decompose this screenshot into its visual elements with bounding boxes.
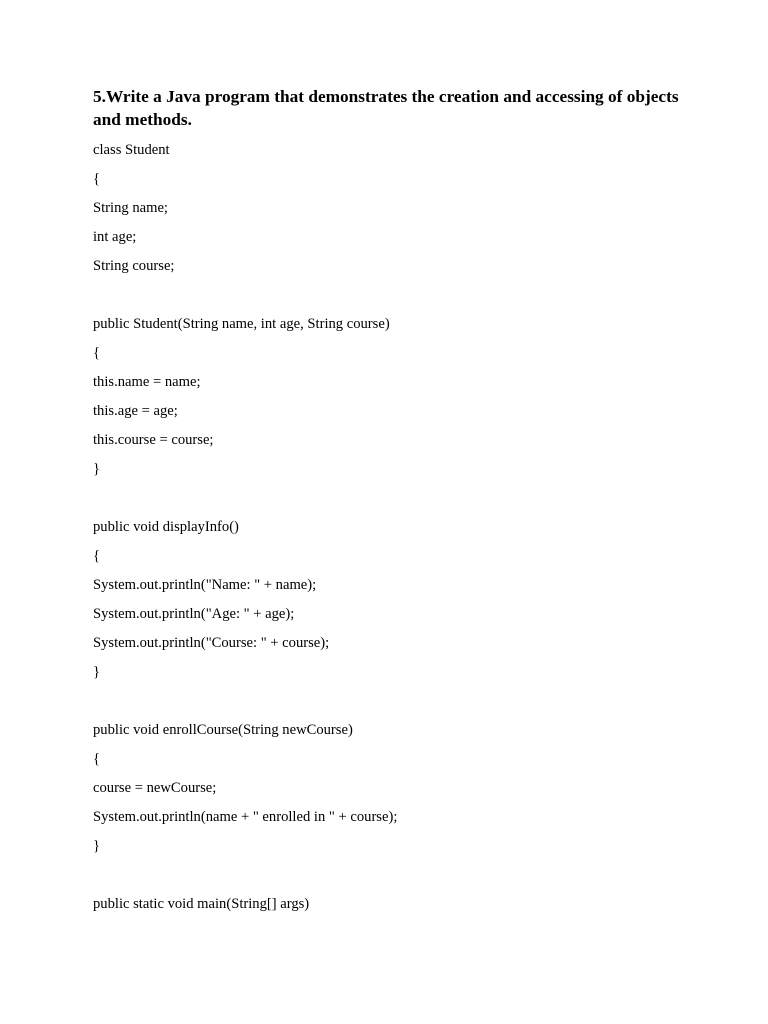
- question-heading: 5.Write a Java program that demonstrates the creation and accessing of objects and methods.: [93, 87, 679, 129]
- code-line: System.out.println(name + " enrolled in " + course);: [93, 809, 398, 825]
- code-line: String name;: [93, 200, 168, 216]
- code-line: {: [93, 345, 101, 361]
- code-line: course = newCourse;: [93, 780, 217, 796]
- code-line: public Student(String name, int age, String course): [93, 316, 390, 332]
- code-line: this.course = course;: [93, 432, 214, 448]
- code-line: int age;: [93, 229, 137, 245]
- code-line: }: [93, 664, 101, 680]
- code-line: this.age = age;: [93, 403, 178, 419]
- code-line: class Student: [93, 142, 170, 158]
- code-line: }: [93, 461, 101, 477]
- code-line: this.name = name;: [93, 374, 201, 390]
- code-line: System.out.println("Course: " + course);: [93, 635, 330, 651]
- code-line: public void displayInfo(): [93, 519, 239, 535]
- code-line: String course;: [93, 258, 175, 274]
- code-line: public static void main(String[] args): [93, 896, 310, 912]
- code-line: {: [93, 751, 101, 767]
- code-line: {: [93, 548, 101, 564]
- code-line: System.out.println("Age: " + age);: [93, 606, 295, 622]
- code-line: }: [93, 838, 101, 854]
- code-line: public void enrollCourse(String newCourse): [93, 722, 353, 738]
- code-line: {: [93, 171, 101, 187]
- code-line: System.out.println("Name: " + name);: [93, 577, 317, 593]
